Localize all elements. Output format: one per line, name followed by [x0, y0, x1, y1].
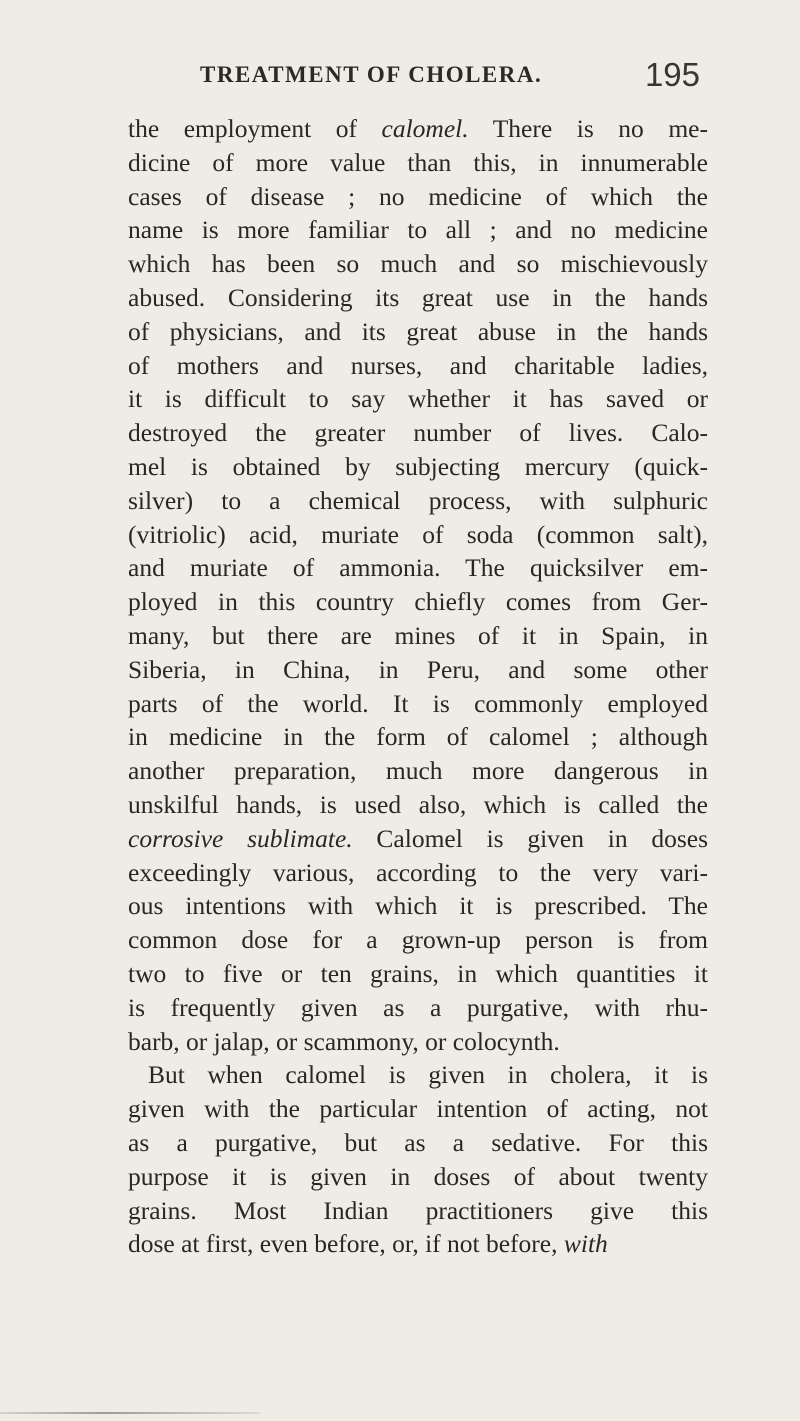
- text-line: [128, 1058, 708, 1092]
- bottom-rule: [0, 1412, 260, 1414]
- text-segment: two to five or ten grains, in which quantities it: [128, 958, 708, 988]
- text-segment: of mothers and nurses, and charitable ladies,: [128, 350, 708, 380]
- text-line: [128, 247, 708, 281]
- text-segment: exceedingly various, according to the very vari-: [128, 857, 708, 887]
- text-segment: cases of disease ; no medicine of which the: [128, 181, 708, 211]
- text-segment: There is no me-: [468, 114, 708, 143]
- text-line: [128, 518, 708, 552]
- text-segment: it is difficult to say whether it has saved or: [128, 384, 708, 414]
- text-line: [128, 991, 708, 1025]
- text-line: [128, 1025, 708, 1059]
- text-segment: dicine of more value than this, in innumerable: [128, 147, 708, 177]
- text-line: [128, 822, 708, 856]
- italic-term: with: [563, 1229, 608, 1259]
- text-segment: barb, or jalap, or scammony, or colocynth.: [128, 1026, 560, 1056]
- text-line: [128, 889, 708, 923]
- text-line: [128, 619, 708, 653]
- page-header: [200, 56, 700, 96]
- text-segment: silver) to a chemical process, with sulphuric: [128, 485, 708, 515]
- text-line: [128, 315, 708, 349]
- text-line: [128, 720, 708, 754]
- text-segment: destroyed the greater number of lives. Calo-: [128, 418, 708, 448]
- text-line: [128, 585, 708, 619]
- text-line: [128, 687, 708, 721]
- text-line: [128, 112, 708, 146]
- text-line: [128, 180, 708, 214]
- text-segment: dose at first, even before, or, if not before,: [128, 1229, 564, 1259]
- text-line: [128, 1227, 708, 1261]
- text-line: [128, 754, 708, 788]
- text-segment: many, but there are mines of it in Spain, in: [128, 620, 708, 650]
- text-line: [128, 382, 708, 416]
- text-segment: given with the particular intention of acting, not: [128, 1094, 708, 1124]
- text-line: [128, 1092, 708, 1126]
- text-segment: ployed in this country chiefly comes from Ger-: [128, 587, 708, 617]
- italic-term: calomel.: [381, 114, 469, 143]
- text-segment: abused. Considering its great use in the hands: [128, 282, 708, 312]
- text-segment: in medicine in the form of calomel ; although: [128, 722, 708, 752]
- text-segment: the employment of: [128, 114, 382, 143]
- text-segment: and muriate of ammonia. The quicksilver em-: [128, 553, 708, 583]
- text-line: [128, 653, 708, 687]
- text-segment: (vitriolic) acid, muriate of soda (common salt),: [128, 519, 708, 549]
- text-segment: of physicians, and its great abuse in the hands: [128, 316, 708, 346]
- text-line: [128, 788, 708, 822]
- text-line: [128, 1126, 708, 1160]
- text-segment: as a purgative, but as a sedative. For this: [128, 1127, 708, 1157]
- text-line: [128, 450, 708, 484]
- text-segment: parts of the world. It is commonly employed: [128, 688, 708, 718]
- text-line: [128, 213, 708, 247]
- text-segment: another preparation, much more dangerous in: [128, 756, 708, 786]
- text-segment: mel is obtained by subjecting mercury (quick-: [128, 451, 708, 481]
- italic-term: corrosive sublimate.: [128, 823, 353, 853]
- text-line: [128, 349, 708, 383]
- text-segment: which has been so much and so mischievously: [128, 249, 708, 279]
- text-segment: Siberia, in China, in Peru, and some other: [128, 654, 708, 684]
- text-segment: is frequently given as a purgative, with rhu-: [128, 992, 708, 1022]
- text-line: [128, 281, 708, 315]
- text-line: [128, 1194, 708, 1228]
- text-segment: ous intentions with which it is prescribed. The: [128, 891, 708, 921]
- text-line: [128, 484, 708, 518]
- text-line: [128, 416, 708, 450]
- text-line: [128, 146, 708, 180]
- text-line: [128, 856, 708, 890]
- text-segment: purpose it is given in doses of about twenty: [128, 1161, 708, 1191]
- text-segment: But when calomel is given in cholera, it is: [148, 1060, 708, 1090]
- text-line: [128, 957, 708, 991]
- text-segment: unskilful hands, is used also, which is called the: [128, 789, 708, 819]
- body-text: [128, 112, 708, 1261]
- text-segment: common dose for a grown-up person is from: [128, 925, 708, 955]
- text-line: [128, 923, 708, 957]
- page-number: 195: [644, 56, 700, 93]
- text-segment: grains. Most Indian practitioners give this: [128, 1195, 708, 1225]
- text-line: [128, 551, 708, 585]
- text-segment: name is more familiar to all ; and no medicine: [128, 215, 708, 245]
- text-segment: Calomel is given in doses: [352, 823, 708, 853]
- text-line: [128, 1160, 708, 1194]
- running-title: TREATMENT OF CHOLERA.: [200, 62, 543, 87]
